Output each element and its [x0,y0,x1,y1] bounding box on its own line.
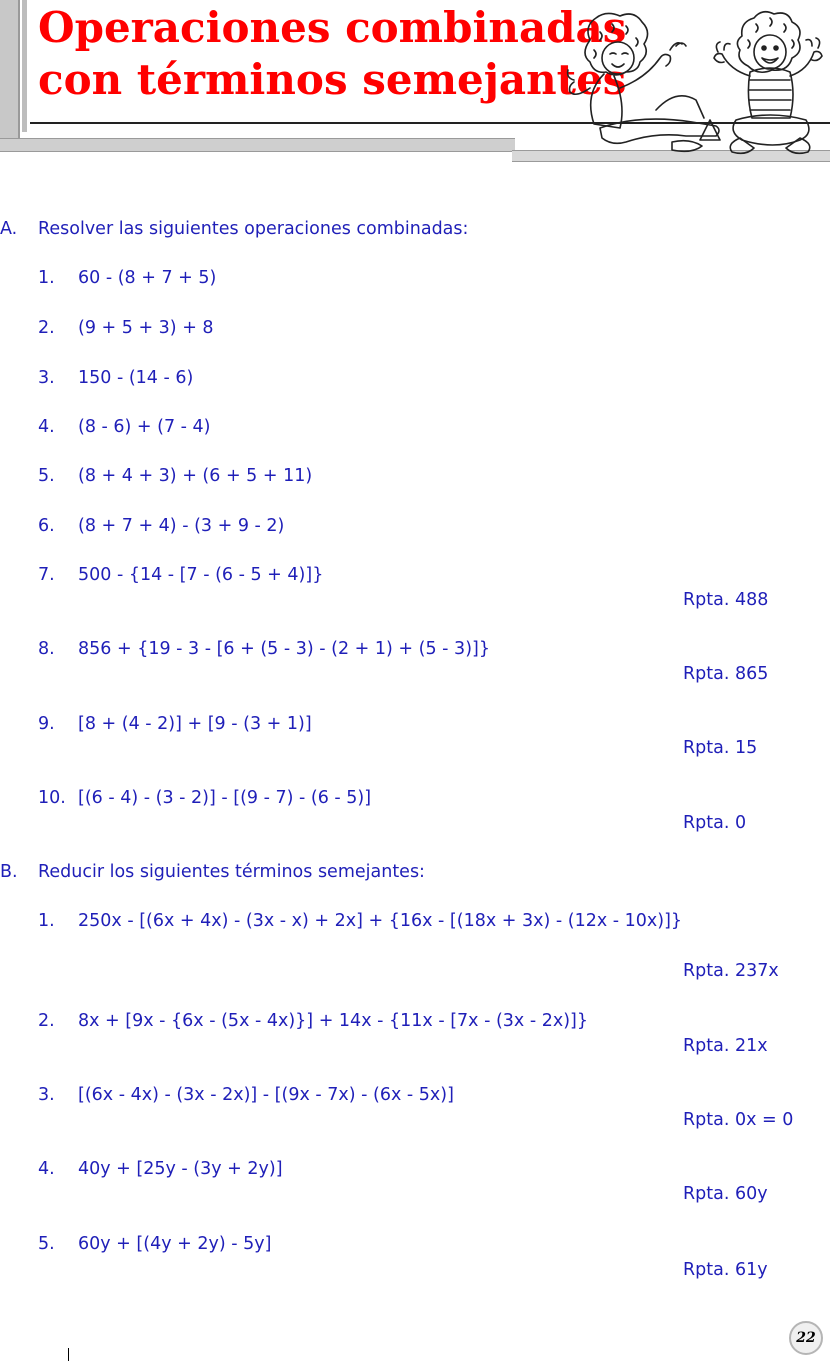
girl-figure [568,13,720,151]
item-number: 1. [38,268,55,288]
item-number: 8. [38,639,55,659]
list-item-b3 [38,1085,454,1105]
answer-b4: Rpta. 60y [683,1184,768,1204]
page-header [0,0,830,165]
page-title [38,2,626,106]
item-number: 4. [38,1159,55,1179]
item-expression: 150 - (14 - 6) [78,368,194,388]
list-item-a4 [38,417,211,437]
list-item-b1 [38,911,682,931]
footer-mark [68,1348,69,1361]
item-expression: 60 - (8 + 7 + 5) [78,268,217,288]
item-expression: [(6 - 4) - (3 - 2)] - [(9 - 7) - (6 - 5)] [78,788,372,808]
item-expression: (9 + 5 + 3) + 8 [78,318,214,338]
children-illustration [560,10,825,158]
list-item-a6 [38,516,284,536]
item-number: 4. [38,417,55,437]
section-b-letter: B. [0,862,18,882]
item-expression: [8 + (4 - 2)] + [9 - (3 + 1)] [78,714,312,734]
answer-b5: Rpta. 61y [683,1260,768,1280]
list-item-a8 [38,639,490,659]
item-number: 3. [38,368,55,388]
item-expression: (8 + 4 + 3) + (6 + 5 + 11) [78,466,313,486]
item-expression: 8x + [9x - {6x - (5x - 4x)}] + 14x - {11x - [7x - (3x - 2x)]} [78,1011,588,1031]
item-number: 6. [38,516,55,536]
item-number: 5. [38,1234,55,1254]
item-expression: 250x - [(6x + 4x) - (3x - x) + 2x] + {16x - [(18x + 3x) - (12x - 10x)]} [78,911,683,931]
answer-b2: Rpta. 21x [683,1036,768,1056]
list-item-b5 [38,1234,271,1254]
item-number: 9. [38,714,55,734]
section-b-title: Reducir los siguientes términos semejantes: [38,862,425,882]
list-item-a10 [38,788,371,808]
header-side-bar [0,0,20,148]
header-side-bar-inner [22,0,27,132]
list-item-a9 [38,714,312,734]
item-expression: 60y + [(4y + 2y) - 5y] [78,1234,272,1254]
list-item-a2 [38,318,214,338]
page-number: 22 [789,1321,823,1355]
item-number: 7. [38,565,55,585]
title-line-2: con términos semejantes [38,55,627,104]
item-expression: (8 - 6) + (7 - 4) [78,417,211,437]
answer-b1: Rpta. 237x [683,961,779,981]
section-a-title: Resolver las siguientes operaciones combinadas: [38,219,469,239]
section-a-heading [0,219,468,239]
section-a-letter: A. [0,219,18,239]
item-number: 2. [38,318,55,338]
list-item-a7 [38,565,323,585]
answer-a8: Rpta. 865 [683,664,769,684]
list-item-a1 [38,268,216,288]
item-number: 5. [38,466,55,486]
boy-figure [714,12,822,154]
item-number: 1. [38,911,55,931]
answer-b3: Rpta. 0x = 0 [683,1110,794,1130]
item-expression: 856 + {19 - 3 - [6 + (5 - 3) - (2 + 1) + (5 - 3)]} [78,639,490,659]
item-number: 3. [38,1085,55,1105]
item-expression: 40y + [25y - (3y + 2y)] [78,1159,283,1179]
item-expression: 500 - {14 - [7 - (6 - 5 + 4)]} [78,565,324,585]
list-item-a3 [38,368,193,388]
header-bottom-band [0,138,515,152]
item-number: 2. [38,1011,55,1031]
answer-a7: Rpta. 488 [683,590,769,610]
list-item-a5 [38,466,312,486]
item-expression: (8 + 7 + 4) - (3 + 9 - 2) [78,516,285,536]
answer-a10: Rpta. 0 [683,813,747,833]
list-item-b4 [38,1159,283,1179]
answer-a9: Rpta. 15 [683,738,758,758]
item-expression: [(6x - 4x) - (3x - 2x)] - [(9x - 7x) - (6x - 5x)] [78,1085,454,1105]
item-number: 10. [38,788,66,808]
title-line-1: Operaciones combinadas [38,3,627,52]
section-b-heading [0,862,425,882]
list-item-b2 [38,1011,588,1031]
